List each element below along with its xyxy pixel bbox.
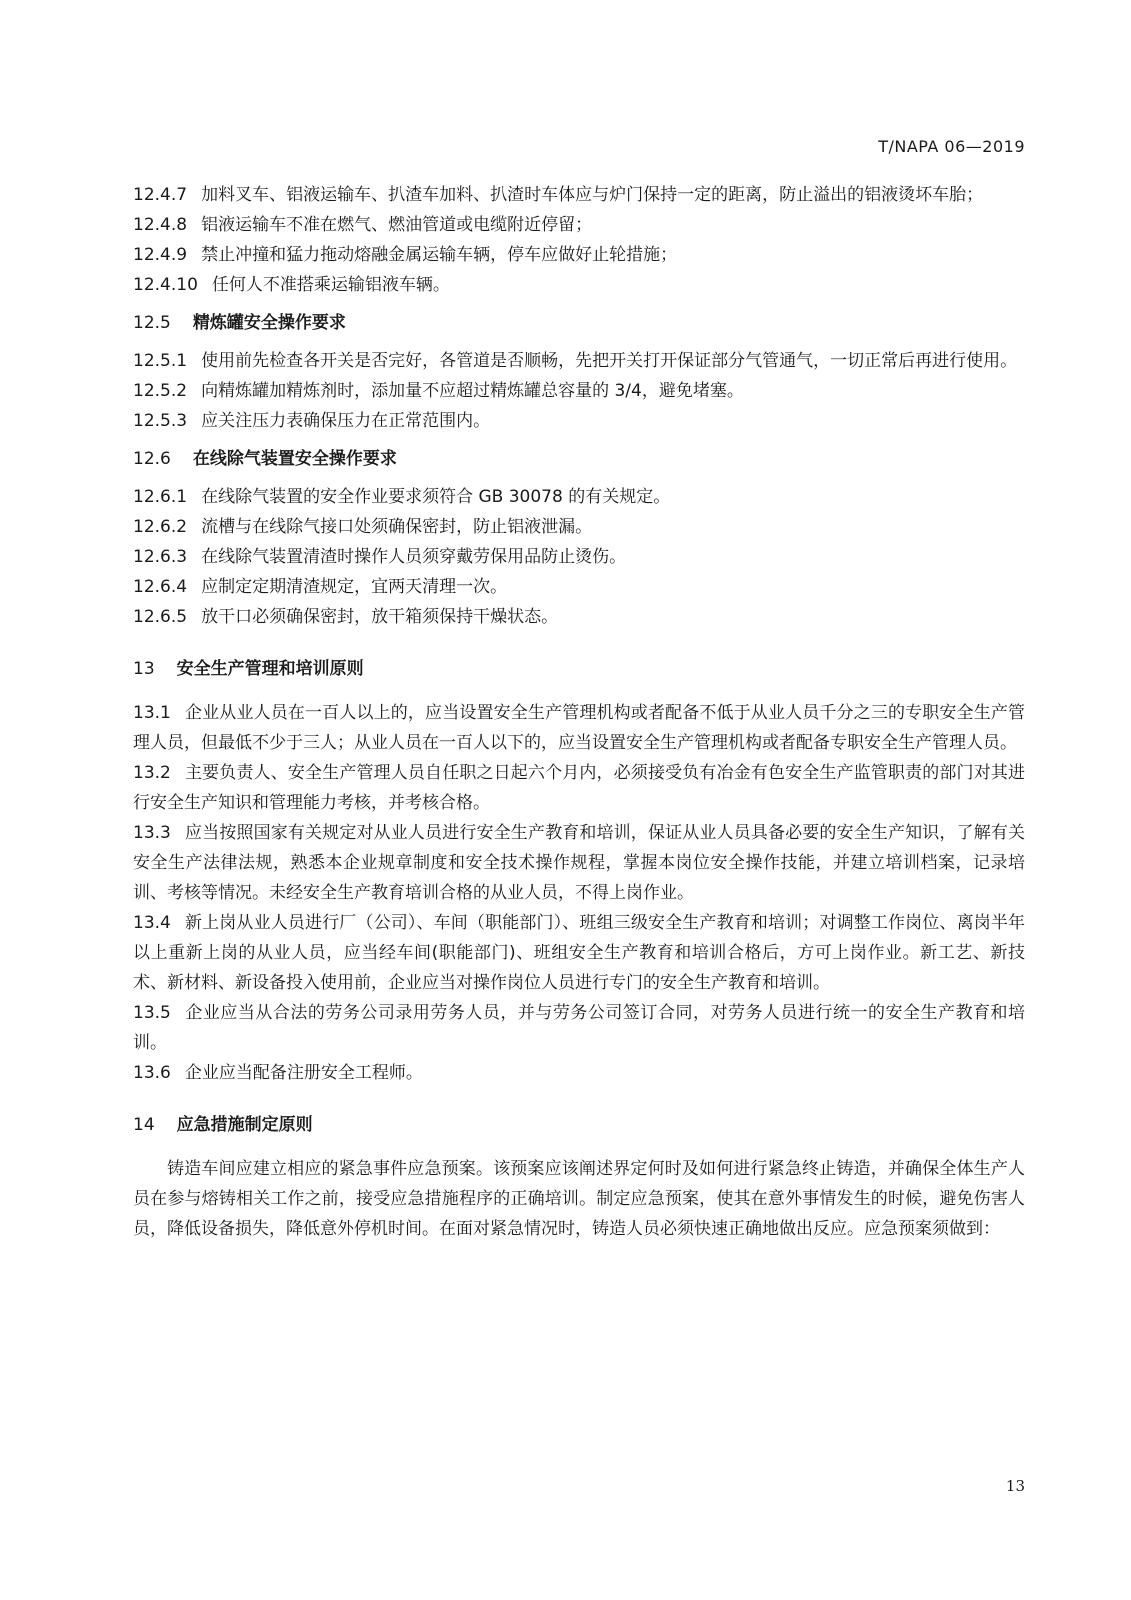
clause-12-4-7 [133, 180, 1025, 210]
section-14-paragraph: 铸造车间应建立相应的紧急事件应急预案。该预案应该阐述界定何时及如何进行紧急终止铸造，并确保全体生产人员在参与熔铸相关工作之前，接受应急措施程序的正确培训。制定应急预案，使其在意外事情发生的时候，避免伤害人员，降低设备损失，降低意外停机时间。在面对紧急情况时，铸造人员必须快速正确地做出反应。应急预案须做到： [133, 1159, 1025, 1239]
clause-text: 放干口必须确保密封，放干箱须保持干燥状态。 [201, 607, 559, 627]
clause-13-6 [133, 1058, 1025, 1088]
clause-12-4-8 [133, 210, 1025, 240]
clause-number: 13.1 [133, 703, 171, 723]
clause-text: 任何人不准搭乘运输铝液车辆。 [211, 275, 450, 295]
clause-text: 应关注压力表确保压力在正常范围内。 [201, 411, 491, 431]
clause-13-1 [133, 698, 1025, 758]
clause-number: 13.2 [133, 763, 171, 783]
clause-text: 向精炼罐加精炼剂时，添加量不应超过精炼罐总容量的 3/4，避免堵塞。 [201, 381, 744, 401]
clause-text: 流槽与在线除气接口处须确保密封，防止铝液泄漏。 [201, 517, 593, 537]
clause-13-4 [133, 908, 1025, 998]
clause-12-6-3 [133, 542, 1025, 572]
page-number: 13 [1005, 1477, 1025, 1495]
section-number: 14 [133, 1115, 155, 1135]
clause-number: 12.5.3 [133, 411, 188, 431]
clause-12-6-1 [133, 482, 1025, 512]
section-number: 12.5 [133, 313, 171, 333]
section-title: 精炼罐安全操作要求 [192, 313, 346, 333]
clause-13-2 [133, 758, 1025, 818]
clause-text: 应当按照国家有关规定对从业人员进行安全生产教育和培训，保证从业人员具备必要的安全生产知识，了解有关安全生产法律法规，熟悉本企业规章制度和安全技术操作规程，掌握本岗位安全操作技能，并建立培训档案，记录培训、考核等情况。未经安全生产教育培训合格的从业人员，不得上岗作业。 [133, 823, 1025, 903]
clause-text: 新上岗从业人员进行厂（公司）、车间（职能部门）、班组三级安全生产教育和培训；对调整工作岗位、离岗半年以上重新上岗的从业人员，应当经车间(职能部门)、班组安全生产教育和培训合格后，方可上岗作业。新工艺、新技术、新材料、新设备投入使用前，企业应当对操作岗位人员进行专门的安全生产教育和培训。 [133, 913, 1025, 993]
clause-text: 应制定定期清渣规定，宜两天清理一次。 [201, 577, 508, 597]
clause-text: 企业应当配备注册安全工程师。 [184, 1063, 423, 1083]
clause-text: 铝液运输车不准在燃气、燃油管道或电缆附近停留； [201, 215, 593, 235]
clause-12-5-2 [133, 376, 1025, 406]
clause-12-4-10 [133, 270, 1025, 300]
clause-number: 12.5.2 [133, 381, 188, 401]
clause-text: 企业从业人员在一百人以上的，应当设置安全生产管理机构或者配备不低于从业人员千分之三的专职安全生产管理人员，但最低不少于三人；从业人员在一百人以下的，应当设置安全生产管理机构或者配备专职安全生产管理人员。 [133, 703, 1025, 753]
clause-text: 禁止冲撞和猛力拖动熔融金属运输车辆，停车应做好止轮措施； [201, 245, 678, 265]
section-heading-12-6 [133, 444, 1025, 474]
clause-number: 13.5 [133, 1003, 171, 1023]
clause-text: 使用前先检查各开关是否完好，各管道是否顺畅，先把开关打开保证部分气管通气，一切正常后再进行使用。 [201, 351, 1018, 371]
clause-text: 加料叉车、铝液运输车、扒渣车加料、扒渣时车体应与炉门保持一定的距离，防止溢出的铝液烫坏车胎； [201, 185, 984, 205]
clause-12-6-2 [133, 512, 1025, 542]
clause-number: 12.4.7 [133, 185, 188, 205]
clause-number: 13.6 [133, 1063, 171, 1083]
section-title: 应急措施制定原则 [176, 1115, 313, 1135]
section-heading-14 [133, 1110, 1025, 1140]
clause-12-6-5 [133, 602, 1025, 632]
clause-text: 企业应当从合法的劳务公司录用劳务人员，并与劳务公司签订合同，对劳务人员进行统一的安全生产教育和培训。 [133, 1003, 1025, 1053]
clause-13-5 [133, 998, 1025, 1058]
clause-number: 12.4.10 [133, 275, 198, 295]
clause-text: 在线除气装置清渣时操作人员须穿戴劳保用品防止烫伤。 [201, 547, 627, 567]
clause-12-5-1 [133, 346, 1025, 376]
clause-number: 13.3 [133, 823, 171, 843]
clause-number: 12.6.2 [133, 517, 188, 537]
clause-text: 主要负责人、安全生产管理人员自任职之日起六个月内，必须接受负有冶金有色安全生产监管职责的部门对其进行安全生产知识和管理能力考核，并考核合格。 [133, 763, 1025, 813]
clause-number: 12.6.4 [133, 577, 188, 597]
section-number: 13 [133, 659, 155, 679]
section-title: 在线除气装置安全操作要求 [192, 449, 397, 469]
clause-number: 12.5.1 [133, 351, 188, 371]
document-body [133, 180, 1025, 1244]
document-code: T/NAPA 06—2019 [878, 137, 1025, 156]
section-heading-13 [133, 654, 1025, 684]
clause-12-5-3 [133, 406, 1025, 436]
clause-number: 12.6.1 [133, 487, 188, 507]
clause-number: 12.4.9 [133, 245, 188, 265]
clause-number: 13.4 [133, 913, 171, 933]
clause-number: 12.4.8 [133, 215, 188, 235]
section-number: 12.6 [133, 449, 171, 469]
clause-12-6-4 [133, 572, 1025, 602]
clause-number: 12.6.3 [133, 547, 188, 567]
clause-text: 在线除气装置的安全作业要求须符合 GB 30078 的有关规定。 [201, 487, 671, 507]
clause-number: 12.6.5 [133, 607, 188, 627]
section-heading-12-5 [133, 308, 1025, 338]
clause-13-3 [133, 818, 1025, 908]
clause-12-4-9 [133, 240, 1025, 270]
section-title: 安全生产管理和培训原则 [176, 659, 364, 679]
